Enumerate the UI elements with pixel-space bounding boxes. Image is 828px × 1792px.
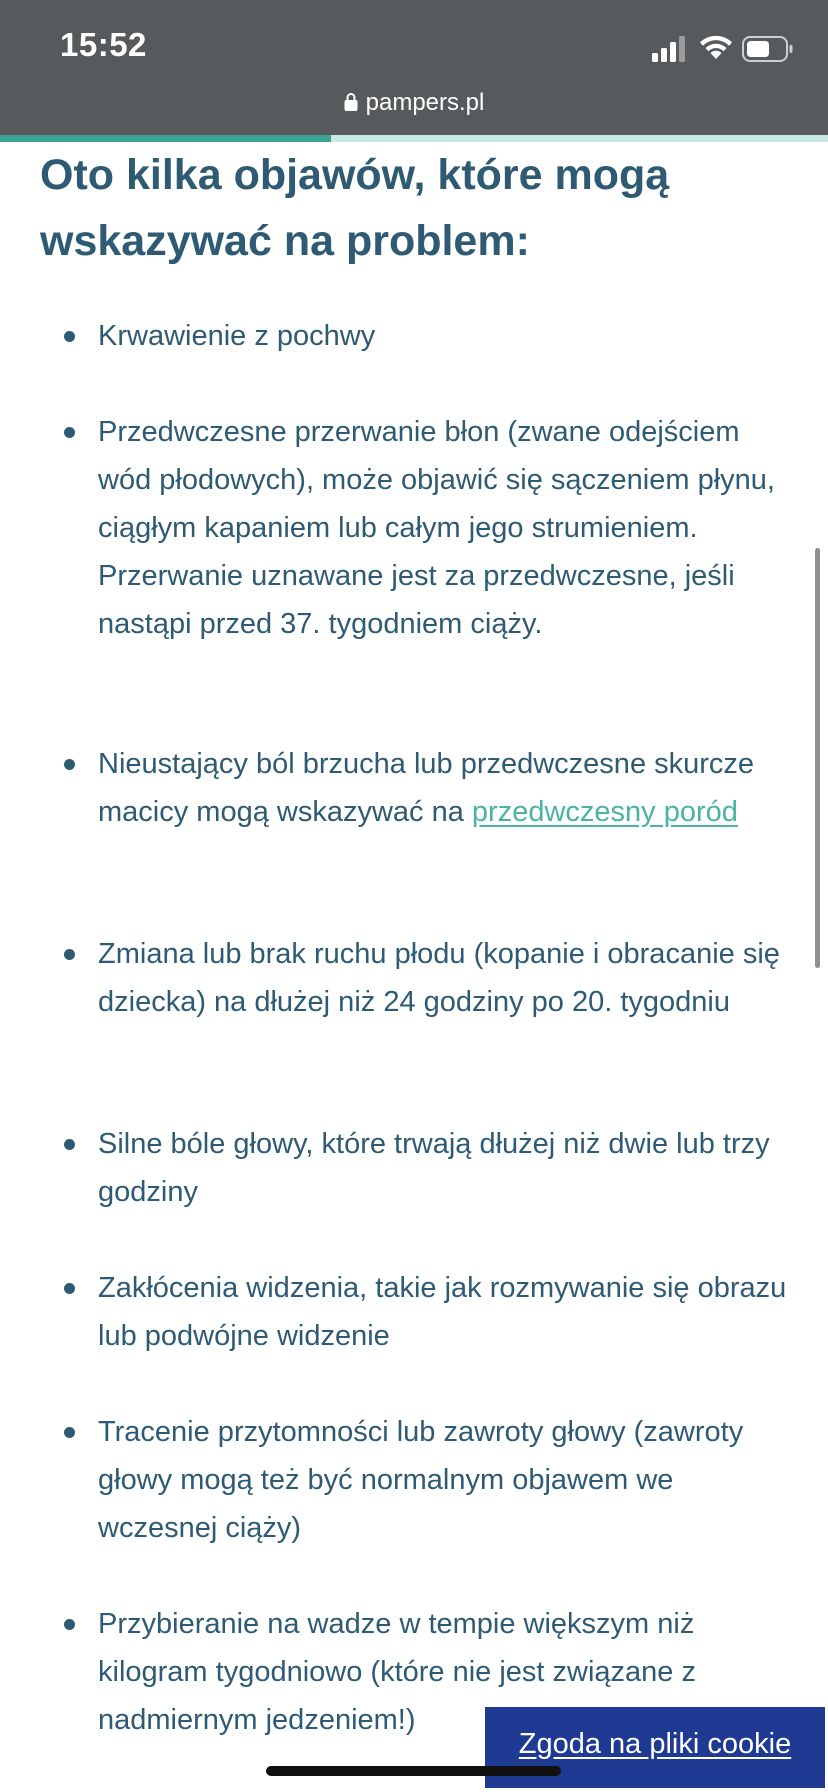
bullet-icon	[64, 1619, 75, 1630]
bullet-icon	[64, 331, 75, 342]
list-item-text: Zakłócenia widzenia, takie jak rozmywanie się obrazu lub podwójne widzenie	[98, 1272, 787, 1352]
list-item	[98, 740, 798, 836]
section-heading: Oto kilka objawów, które mogą wskazywać na problem:	[40, 151, 670, 265]
list-item	[98, 1264, 798, 1360]
bullet-icon	[64, 949, 75, 960]
wifi-icon	[699, 33, 733, 61]
list-item-text: Przedwczesne przerwanie błon (zwane odejściem wód płodowych), może objawić się sączeniem płynu, ciągłym kapaniem lub całym jego strumieniem. Przerwanie uznawane jest za przedwczesne, jeśli nastąpi przed 37. tygodniem ciąży.	[98, 416, 775, 640]
list-item	[98, 1408, 798, 1552]
battery-icon	[742, 36, 794, 62]
list-item	[98, 1120, 798, 1216]
bullet-icon	[64, 1139, 75, 1150]
bullet-icon	[64, 1427, 75, 1438]
scroll-progress-fill	[0, 135, 331, 142]
list-item-text: Tracenie przytomności lub zawroty głowy (zawroty głowy mogą też być normalnym objawem we wczesnej ciąży)	[98, 1416, 744, 1544]
bullet-icon	[64, 427, 75, 438]
list-item-text: Przybieranie na wadze w tempie większym niż kilogram tygodniowo (które nie jest związane z nadmiernym jedzeniem!)	[98, 1608, 696, 1736]
list-item-text: Krwawienie z pochwy	[98, 320, 376, 352]
lock-icon	[344, 92, 358, 112]
list-item	[98, 312, 798, 360]
bullet-icon	[64, 759, 75, 770]
bullet-icon	[64, 1283, 75, 1294]
url-text: pampers.pl	[365, 89, 485, 116]
list-item-text: Silne bóle głowy, które trwają dłużej niż dwie lub trzy godziny	[98, 1128, 770, 1208]
status-bar	[0, 0, 828, 135]
list-item-text: Zmiana lub brak ruchu płodu (kopanie i obracanie się dziecka) na dłużej niż 24 godziny po 20. tygodniu	[98, 938, 780, 1018]
list-item	[98, 408, 798, 648]
cookie-consent-button[interactable]: Zgoda na pliki cookie	[485, 1707, 825, 1788]
signal-icon	[652, 36, 688, 62]
list-item	[98, 930, 798, 1026]
premature-labor-link[interactable]: przedwczesny poród	[471, 796, 738, 828]
home-indicator[interactable]	[266, 1766, 561, 1776]
status-time: 15:52	[60, 26, 147, 63]
url-bar[interactable]	[0, 86, 828, 120]
scroll-progress-bar	[0, 135, 828, 142]
page-scrollbar[interactable]	[815, 548, 820, 968]
list-item-text: Nieustający ból brzucha lub przedwczesne skurcze macicy mogą wskazywać na	[98, 748, 755, 828]
